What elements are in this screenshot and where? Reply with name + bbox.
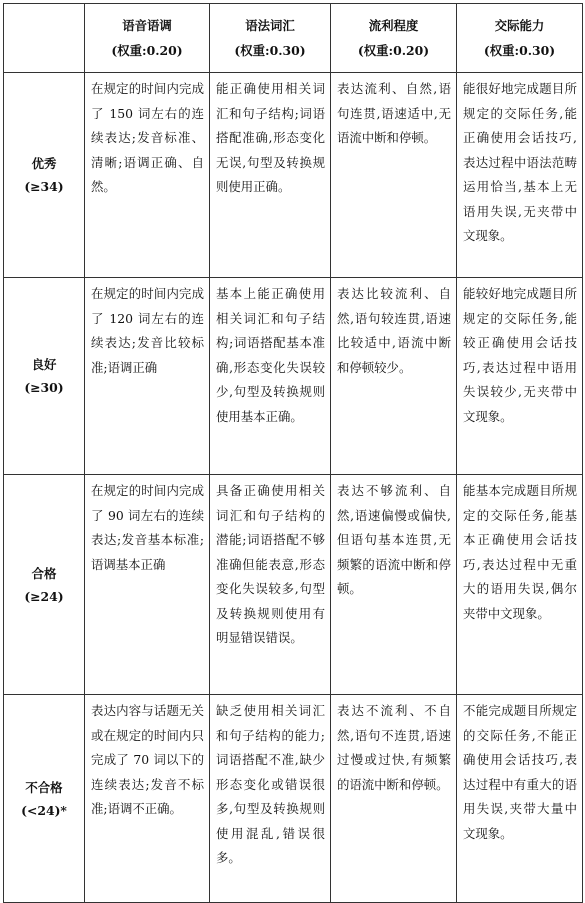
level-cell <box>4 695 85 903</box>
level-threshold: (<24)* <box>21 802 67 818</box>
level-cell <box>4 73 85 278</box>
table-row-fail <box>4 695 583 903</box>
header-corner <box>4 4 85 73</box>
level-threshold: (≥30) <box>24 380 64 395</box>
criteria-cell: 具备正确使用相关词汇和句子结构的潜能;词语搭配不够准确但能表意,形态变化失误较多,句型及转换规则使用有明显错误错误。 <box>210 475 331 695</box>
criteria-cell: 不能完成题目所规定的交际任务,不能正确使用会话技巧,表达过程中有重大的语用失误,夹带大量中文现象。 <box>457 695 583 903</box>
criteria-cell: 能较好地完成题目所规定的交际任务,能较正确使用会话技巧,表达过程中语用失误较少,无夹带中文现象。 <box>457 278 583 475</box>
header-weight: (权重:0.30) <box>483 43 556 58</box>
header-title: 流利程度 <box>368 18 419 33</box>
header-fluency <box>331 4 457 73</box>
criteria-cell: 在规定的时间内完成了 120 词左右的连续表达;发音比较标准;语调正确 <box>85 278 210 475</box>
header-weight: (权重:0.30) <box>234 43 306 58</box>
grading-rubric-table <box>3 3 583 903</box>
header-weight: (权重:0.20) <box>357 43 430 58</box>
header-row <box>4 4 583 73</box>
level-cell <box>4 278 85 475</box>
criteria-cell: 能很好地完成题目所规定的交际任务,能正确使用会话技巧,表达过程中语法范畴运用恰当,基本上无语用失误,无夹带中文现象。 <box>457 73 583 278</box>
criteria-cell: 表达不够流利、自然,语速偏慢或偏快,但语句基本连贯,无频繁的语流中断和停顿。 <box>331 475 457 695</box>
criteria-cell: 表达不流利、不自然,语句不连贯,语速过慢或过快,有频繁的语流中断和停顿。 <box>331 695 457 903</box>
criteria-cell: 基本上能正确使用相关词汇和句子结构;词语搭配基本准确,形态变化失误较少,句型及转换规则使用基本正确。 <box>210 278 331 475</box>
criteria-cell: 表达比较流利、自然,语句较连贯,语速比较适中,语流中断和停顿较少。 <box>331 278 457 475</box>
criteria-cell: 在规定的时间内完成了 90 词左右的连续表达;发音基本标准;语调基本正确 <box>85 475 210 695</box>
level-name: 良好 <box>31 357 57 372</box>
criteria-cell: 表达流利、自然,语句连贯,语速适中,无语流中断和停顿。 <box>331 73 457 278</box>
header-communication <box>457 4 583 73</box>
criteria-cell: 缺乏使用相关词汇和句子结构的能力;词语搭配不准,缺少形态变化或错误很多,句型及转换规则使用混乱,错误很多。 <box>210 695 331 903</box>
criteria-cell: 能正确使用相关词汇和句子结构;词语搭配准确,形态变化无误,句型及转换规则使用正确。 <box>210 73 331 278</box>
table-row-excellent <box>4 73 583 278</box>
criteria-cell: 能基本完成题目所规定的交际任务,能基本正确使用会话技巧,表达过程中无重大的语用失误,偶尔夹带中文现象。 <box>457 475 583 695</box>
table-row-good <box>4 278 583 475</box>
criteria-cell: 表达内容与话题无关或在规定的时间内只完成了 70 词以下的连续表达;发音不标准;语调不正确。 <box>85 695 210 903</box>
level-name: 合格 <box>31 565 57 581</box>
header-title: 语法词汇 <box>245 18 295 33</box>
level-cell <box>4 475 85 695</box>
level-name: 优秀 <box>31 156 57 171</box>
header-title: 交际能力 <box>494 18 545 33</box>
level-name: 不合格 <box>25 779 63 795</box>
header-pronunciation <box>85 4 210 73</box>
level-threshold: (≥24) <box>24 588 64 604</box>
table-row-pass <box>4 475 583 695</box>
header-title: 语音语调 <box>122 18 172 33</box>
header-weight: (权重:0.20) <box>111 43 183 58</box>
header-grammar-vocabulary <box>210 4 331 73</box>
criteria-cell: 在规定的时间内完成了 150 词左右的连续表达;发音标准、清晰;语调正确、自然。 <box>85 73 210 278</box>
level-threshold: (≥34) <box>24 179 64 194</box>
